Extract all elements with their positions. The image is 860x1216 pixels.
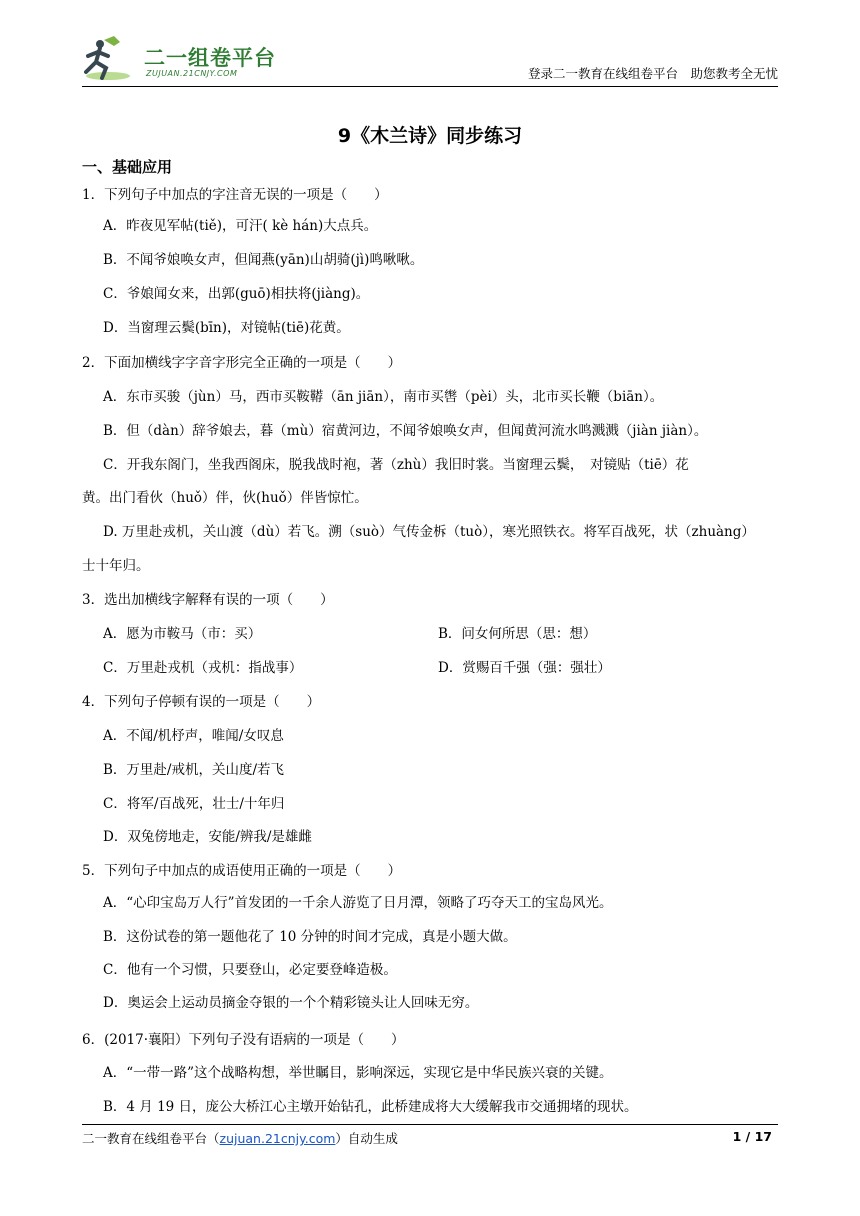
logo[interactable]: [82, 34, 282, 84]
q1-option-c: C．爷娘闻女来，出郭(guō)相扶将(jiàng)。: [103, 286, 370, 302]
q2-option-c-continued: 黄。出门看伙（huǒ）伴，伙(huǒ）伴皆惊忙。: [82, 490, 368, 506]
q1-option-b: B．不闻爷娘唤女声，但闻燕(yān)山胡骑(jì)鸣啾啾。: [103, 252, 424, 268]
q5-option-c: C．他有一个习惯，只要登山，必定要登峰造极。: [103, 962, 397, 978]
q4-option-c: C．将军/百战死，壮士/十年归: [103, 796, 285, 812]
question-1: 1．下列句子中加点的字注音无误的一项是（ ）: [82, 187, 388, 203]
footer-link[interactable]: zujuan.21cnjy.com: [219, 1131, 336, 1146]
runner-logo-icon: [82, 34, 142, 82]
header-slogan: 登录二一教育在线组卷平台 助您教考全无忧: [527, 66, 778, 81]
q2-option-a: A．东市买骏（jùn）马，西市买鞍鞯（ān jiān），南市买辔（pèi）头，北市买长鞭（biān）。: [103, 389, 664, 405]
q3-option-b: B．问女何所思（思：想）: [438, 626, 597, 642]
q2-option-d-continued: 士十年归。: [82, 558, 150, 574]
q2-option-c: C．开我东阁门，坐我西阁床，脱我战时袍，著（zhù）我旧时裳。当窗理云鬓， 对镜贴（tiē）花: [103, 457, 689, 473]
q4-option-a: A．不闻/机杼声，唯闻/女叹息: [103, 728, 284, 744]
q3-option-a: A．愿为市鞍马（市：买）: [103, 626, 262, 642]
q4-option-b: B．万里赴/戒机，关山度/若飞: [103, 762, 285, 778]
question-3: 3．选出加横线字解释有误的一项（ ）: [82, 592, 334, 608]
page-header: [82, 28, 778, 87]
section-heading: 一、基础应用: [82, 158, 173, 176]
q3-option-d: D．赏赐百千强（强：强壮）: [438, 660, 611, 676]
q5-option-b: B．这份试卷的第一题他花了 10 分钟的时间才完成，真是小题大做。: [103, 929, 517, 945]
q6-option-a: A．“一带一路”这个战略构想，举世瞩目，影响深远，实现它是中华民族兴衰的关键。: [103, 1065, 613, 1081]
question-6: 6．(2017·襄阳）下列句子没有语病的一项是（ ）: [82, 1032, 405, 1048]
footer-source: [82, 1129, 398, 1147]
question-4: 4．下列句子停顿有误的一项是（ ）: [82, 694, 321, 710]
q5-option-a: A．“心印宝岛万人行”首发团的一千余人游览了日月潭，领略了巧夺天工的宝岛风光。: [103, 895, 613, 911]
q1-option-d: D．当窗理云鬓(bīn)，对镜帖(tiē)花黄。: [103, 320, 350, 336]
q2-option-d: D. 万里赴戎机，关山渡（dù）若飞。溯（suò）气传金柝（tuò），寒光照铁衣。将军百战死，状（zhuàng）: [103, 524, 755, 540]
q1-option-a: A．昨夜见军帖(tiě)，可汗( kè hán)大点兵。: [103, 218, 378, 234]
logo-text: 二一组卷平台: [144, 46, 276, 70]
page-footer: [82, 1124, 778, 1145]
q4-option-d: D．双兔傍地走，安能/辨我/是雄雌: [103, 829, 312, 845]
footer-text-suffix: ）自动生成: [335, 1131, 398, 1146]
q6-option-b: B．4 月 19 日，庞公大桥江心主墩开始钻孔，此桥建成将大大缓解我市交通拥堵的现状。: [103, 1099, 638, 1115]
logo-subtext: ZUJUAN.21CNJY.COM: [146, 69, 238, 78]
question-5: 5．下列句子中加点的成语使用正确的一项是（ ）: [82, 863, 402, 879]
footer-text-prefix: 二一教育在线组卷平台（: [82, 1131, 220, 1146]
q3-option-c: C．万里赴戎机（戎机：指战事）: [103, 660, 303, 676]
q5-option-d: D．奥运会上运动员摘金夺银的一个个精彩镜头让人回味无穷。: [103, 995, 479, 1011]
question-2: 2．下面加横线字字音字形完全正确的一项是（ ）: [82, 355, 402, 371]
page-number: 1 / 17: [732, 1129, 772, 1144]
q2-option-b: B．但（dàn）辞爷娘去，暮（mù）宿黄河边，不闻爷娘唤女声，但闻黄河流水鸣溅溅（jiàn jiàn）。: [103, 423, 708, 439]
page-title: 9《木兰诗》同步练习: [337, 125, 523, 147]
